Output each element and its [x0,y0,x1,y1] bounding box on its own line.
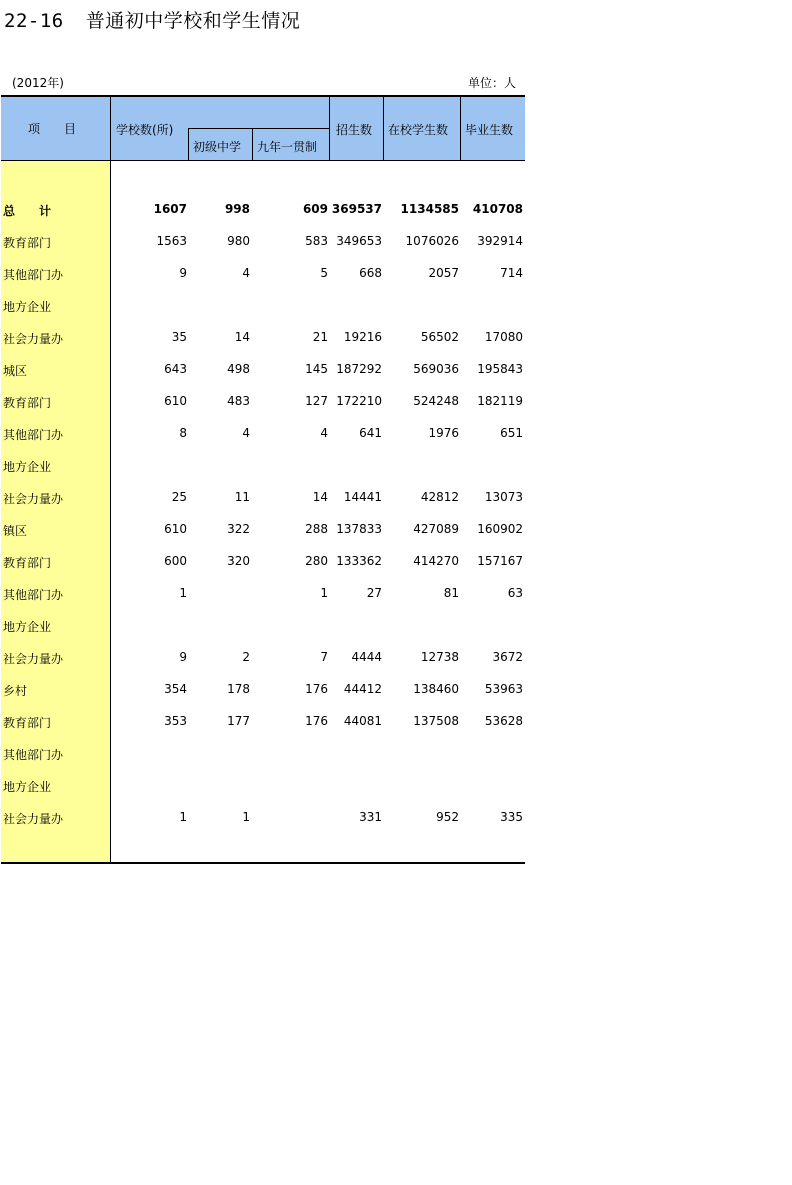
cell-schools: 35 [171,330,187,344]
cell-junior: 4 [242,426,250,440]
sub-header-divider [188,128,329,129]
cell-in-school: 137508 [413,714,459,728]
cell-junior: 498 [227,362,250,376]
table-row [1,480,525,512]
cell-in-school: 569036 [413,362,459,376]
cell-graduates: 17080 [484,330,523,344]
cell-enrolled: 369537 [331,202,382,216]
cell-enrolled: 133362 [336,554,382,568]
cell-in-school: 81 [443,586,459,600]
table-title: 普通初中学校和学生情况 [85,10,301,32]
cell-graduates: 53628 [484,714,523,728]
cell-schools: 610 [164,394,187,408]
cell-schools: 9 [179,266,187,280]
cell-in-school: 414270 [413,554,459,568]
cell-junior: 177 [227,714,250,728]
cell-graduates: 392914 [477,234,523,248]
table-row [1,384,525,416]
table-row [1,224,525,256]
cell-in-school: 427089 [413,522,459,536]
cell-enrolled: 19216 [343,330,382,344]
table-row [1,320,525,352]
unit-note: 单位：人 [468,76,517,90]
table-row [1,192,525,224]
cell-nine-year: 4 [320,426,328,440]
cell-junior: 980 [227,234,250,248]
cell-in-school: 138460 [413,682,459,696]
cell-graduates: 195843 [477,362,523,376]
table-row [1,736,525,768]
row-label: 社会力量办 [3,812,64,826]
cell-schools: 1563 [156,234,187,248]
cell-enrolled: 27 [366,586,382,600]
row-label: 教育部门 [3,236,52,250]
row-label: 教育部门 [3,396,52,410]
cell-in-school: 1134585 [400,202,459,216]
header-schools: 学校数(所) [116,123,174,137]
cell-junior: 11 [234,490,250,504]
header-junior: 初级中学 [193,140,242,154]
cell-in-school: 56502 [420,330,459,344]
cell-nine-year: 609 [302,202,328,216]
col-divider-1 [188,128,189,161]
cell-junior: 483 [227,394,250,408]
row-label: 教育部门 [3,556,52,570]
header-enrolled: 招生数 [336,123,373,137]
cell-schools: 1607 [153,202,187,216]
cell-in-school: 2057 [428,266,459,280]
cell-graduates: 3672 [492,650,523,664]
cell-nine-year: 7 [320,650,328,664]
table-top-border [1,95,525,97]
cell-enrolled: 14441 [343,490,382,504]
cell-junior: 2 [242,650,250,664]
cell-junior: 4 [242,266,250,280]
row-label: 教育部门 [3,716,52,730]
row-label: 其他部门办 [3,428,64,442]
cell-graduates: 335 [500,810,523,824]
cell-schools: 8 [179,426,187,440]
table-row [1,672,525,704]
table-row [1,608,525,640]
col-divider-3 [329,95,330,161]
cell-graduates: 63 [507,586,523,600]
table-number: 22-16 [4,10,64,32]
col-divider-2 [252,128,253,161]
cell-nine-year: 145 [305,362,328,376]
table-row [1,768,525,800]
cell-schools: 643 [164,362,187,376]
cell-junior: 14 [234,330,250,344]
cell-in-school: 1076026 [405,234,459,248]
table-row [1,640,525,672]
row-label: 其他部门办 [3,748,64,762]
cell-enrolled: 187292 [336,362,382,376]
year-note: (2012年) [12,76,64,90]
row-label: 其他部门办 [3,588,64,602]
cell-in-school: 524248 [413,394,459,408]
cell-graduates: 714 [500,266,523,280]
cell-schools: 610 [164,522,187,536]
cell-schools: 353 [164,714,187,728]
row-label: 镇区 [3,524,28,538]
cell-nine-year: 1 [320,586,328,600]
cell-nine-year: 176 [305,682,328,696]
table-row [1,512,525,544]
cell-enrolled: 44412 [343,682,382,696]
cell-in-school: 12738 [420,650,459,664]
row-label: 社会力量办 [3,332,64,346]
table-row [1,416,525,448]
cell-enrolled: 4444 [351,650,382,664]
header-nine-year: 九年一贯制 [257,140,318,154]
row-label: 社会力量办 [3,652,64,666]
header-graduates: 毕业生数 [465,123,514,137]
table-row [1,800,525,832]
cell-graduates: 157167 [477,554,523,568]
cell-graduates: 160902 [477,522,523,536]
cell-junior: 998 [224,202,250,216]
cell-in-school: 952 [436,810,459,824]
cell-nine-year: 127 [305,394,328,408]
row-label: 社会力量办 [3,492,64,506]
cell-schools: 25 [171,490,187,504]
cell-in-school: 42812 [420,490,459,504]
header-bottom-border [1,160,525,161]
cell-enrolled: 641 [359,426,382,440]
cell-junior: 178 [227,682,250,696]
row-label: 乡村 [3,684,28,698]
cell-nine-year: 583 [305,234,328,248]
cell-graduates: 53963 [484,682,523,696]
header-item: 项 目 [28,122,77,136]
cell-nine-year: 5 [320,266,328,280]
cell-nine-year: 280 [305,554,328,568]
row-label: 地方企业 [3,300,52,314]
cell-graduates: 182119 [477,394,523,408]
cell-junior: 1 [242,810,250,824]
cell-enrolled: 137833 [336,522,382,536]
row-label: 地方企业 [3,780,52,794]
table-row [1,576,525,608]
cell-enrolled: 172210 [336,394,382,408]
cell-enrolled: 349653 [336,234,382,248]
cell-junior: 320 [227,554,250,568]
cell-nine-year: 14 [312,490,328,504]
cell-graduates: 410708 [472,202,523,216]
row-label: 其他部门办 [3,268,64,282]
cell-enrolled: 331 [359,810,382,824]
table-row [1,704,525,736]
col-divider-4 [383,95,384,161]
table-row [1,352,525,384]
cell-nine-year: 288 [305,522,328,536]
cell-schools: 1 [179,586,187,600]
row-label: 地方企业 [3,460,52,474]
table-bottom-border [1,862,525,864]
cell-enrolled: 668 [359,266,382,280]
cell-enrolled: 44081 [343,714,382,728]
table-body [1,192,525,832]
header-in-school: 在校学生数 [388,123,449,137]
cell-in-school: 1976 [428,426,459,440]
row-label: 总 计 [3,204,52,218]
col-divider-5 [460,95,461,161]
page-title [4,6,300,33]
table-row [1,288,525,320]
cell-nine-year: 176 [305,714,328,728]
table-row [1,256,525,288]
row-label: 城区 [3,364,28,378]
cell-junior: 322 [227,522,250,536]
cell-schools: 354 [164,682,187,696]
table-row [1,544,525,576]
cell-graduates: 13073 [484,490,523,504]
cell-schools: 600 [164,554,187,568]
row-label: 地方企业 [3,620,52,634]
cell-graduates: 651 [500,426,523,440]
cell-schools: 1 [179,810,187,824]
table-row [1,448,525,480]
cell-nine-year: 21 [312,330,328,344]
cell-schools: 9 [179,650,187,664]
